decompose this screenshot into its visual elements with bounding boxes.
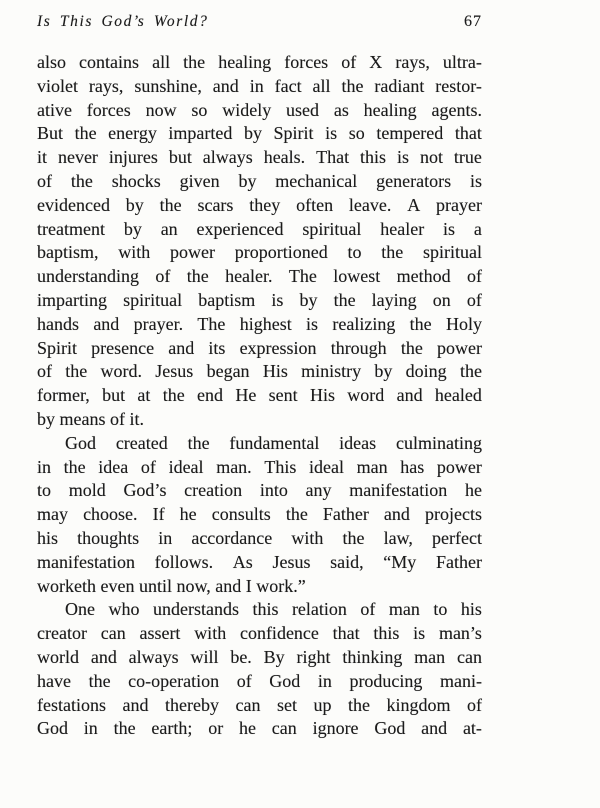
word: always: [202, 147, 253, 168]
word: its: [208, 337, 226, 358]
word: by: [299, 289, 318, 310]
word: true: [453, 147, 482, 168]
word: X: [369, 52, 383, 72]
word: he: [238, 718, 256, 739]
word: the: [400, 337, 423, 358]
word: As: [232, 551, 253, 572]
word: to: [347, 242, 362, 263]
word: and: [168, 337, 195, 358]
word: the: [74, 123, 97, 144]
word: hands: [37, 313, 79, 334]
text-line: [37, 75, 482, 99]
word: imparted: [168, 123, 233, 144]
word: thinking: [342, 646, 403, 667]
word: often: [296, 194, 334, 215]
text-line: [37, 479, 482, 503]
text-line: [37, 51, 482, 75]
word: he: [464, 480, 482, 501]
word: a: [473, 218, 482, 239]
word: The: [197, 313, 226, 334]
word: treatment: [37, 218, 105, 239]
word: spiritual: [423, 242, 482, 263]
text-line: [37, 646, 482, 670]
word: will: [190, 646, 219, 667]
word: of: [466, 289, 482, 310]
word: on: [432, 289, 451, 310]
word: can: [456, 646, 482, 667]
paragraph: [37, 432, 482, 599]
word: kingdom: [386, 694, 451, 715]
word: One: [65, 599, 95, 620]
word: thoughts: [77, 527, 140, 548]
word: to: [37, 480, 52, 501]
word: he: [179, 504, 197, 525]
word: spiritual: [123, 289, 183, 310]
word: the: [162, 385, 185, 406]
word: healing: [363, 99, 417, 120]
word: By: [263, 646, 285, 667]
word: not: [419, 147, 443, 168]
word: given: [179, 170, 220, 191]
word: all: [152, 52, 171, 72]
word: His: [309, 385, 335, 406]
word: may: [37, 504, 68, 525]
word: is: [271, 289, 284, 310]
text-line: [37, 360, 482, 384]
word: Jesus: [272, 551, 311, 572]
word: heals.: [263, 147, 306, 168]
word: sent: [268, 385, 298, 406]
word: projects: [424, 504, 482, 525]
word: and: [421, 718, 448, 739]
word: in: [317, 670, 332, 691]
word: producing: [349, 670, 423, 691]
word: that: [454, 123, 482, 144]
word: the: [88, 670, 111, 691]
word: and: [90, 646, 117, 667]
word: his: [460, 599, 482, 620]
word: with: [118, 242, 151, 263]
word: world: [37, 646, 79, 667]
word: man: [388, 599, 420, 620]
word: understands: [152, 599, 239, 620]
word: follows.: [154, 551, 214, 572]
word: word: [347, 385, 385, 406]
word: festations: [37, 694, 106, 715]
word: of: [360, 599, 376, 620]
word: law,: [383, 527, 413, 548]
word: This: [264, 456, 297, 477]
word: through: [330, 337, 387, 358]
word: this: [373, 623, 400, 644]
word: laying: [371, 289, 417, 310]
text-line: [37, 265, 482, 289]
word: all: [312, 75, 331, 96]
word: idea: [98, 456, 129, 477]
text-line: [37, 670, 482, 694]
word: with: [194, 623, 227, 644]
word: man: [356, 456, 388, 477]
word: energy: [108, 123, 157, 144]
word: widely: [222, 99, 272, 120]
word: the: [333, 289, 356, 310]
word: the: [113, 718, 136, 739]
word: the: [187, 432, 210, 453]
text-line: [37, 146, 482, 170]
word: Spirit: [37, 337, 78, 358]
word: of: [155, 266, 171, 287]
word: into: [259, 480, 288, 501]
word: created: [115, 432, 168, 453]
word: shocks: [111, 170, 161, 191]
word: said,: [330, 551, 364, 572]
word: is: [443, 218, 456, 239]
word: the: [341, 75, 364, 96]
word: and: [212, 75, 239, 96]
word: generators: [376, 170, 452, 191]
word: the: [285, 504, 308, 525]
word: manifestation: [37, 551, 135, 572]
word: the: [409, 313, 432, 334]
word: by: [123, 218, 142, 239]
word: have: [37, 670, 71, 691]
word: healed: [434, 385, 482, 406]
word: the: [381, 242, 404, 263]
word: His: [262, 361, 288, 382]
text-line: [37, 503, 482, 527]
word: this: [360, 147, 387, 168]
word: baptism,: [37, 242, 99, 263]
word: consults: [211, 504, 271, 525]
word: began: [206, 361, 250, 382]
word: and: [383, 504, 410, 525]
text-line: [37, 694, 482, 718]
word: injures: [108, 147, 158, 168]
word: confidence: [239, 623, 319, 644]
word: experienced: [196, 218, 284, 239]
word: manifestation: [349, 480, 448, 501]
word: the: [159, 194, 182, 215]
text-line: [37, 717, 482, 741]
word: ative: [37, 99, 72, 120]
word: accordance: [191, 527, 273, 548]
word: thereby: [165, 694, 219, 715]
word: but: [102, 385, 126, 406]
word: ideal: [168, 456, 204, 477]
word: understanding: [37, 266, 139, 287]
word: the: [342, 527, 365, 548]
word: man’s: [438, 623, 482, 644]
word: is: [397, 147, 410, 168]
word: assert: [139, 623, 181, 644]
word: power: [436, 456, 482, 477]
word: man.: [216, 456, 252, 477]
word: lowest: [333, 266, 381, 287]
word: violet: [37, 75, 78, 96]
text-line: [37, 194, 482, 218]
paragraph: [37, 51, 482, 432]
word: agents.: [431, 99, 482, 120]
word: can: [235, 694, 261, 715]
word: forces: [86, 99, 131, 120]
word: in: [158, 527, 173, 548]
word: his: [37, 527, 59, 548]
word: God: [37, 718, 68, 739]
word: by: [374, 361, 393, 382]
word: by: [243, 123, 262, 144]
word: by: [238, 170, 257, 191]
word: of: [466, 694, 482, 715]
word: co-operation: [128, 670, 220, 691]
page-number: 67: [464, 13, 482, 30]
word: Jesus: [155, 361, 194, 382]
running-header-title: Is This God’s World?: [37, 13, 209, 30]
word: ideas: [339, 432, 377, 453]
word: perfect: [431, 527, 482, 548]
word: method: [396, 266, 451, 287]
word: up: [313, 694, 332, 715]
word: now: [145, 99, 177, 120]
word: in: [249, 75, 264, 96]
word: God: [374, 718, 406, 739]
word: Spirit: [273, 123, 314, 144]
word: of: [37, 361, 52, 382]
word: prayer: [436, 194, 482, 215]
word: can: [271, 718, 297, 739]
word: of: [140, 456, 156, 477]
word: proportioned: [234, 242, 328, 263]
text-line: [37, 218, 482, 242]
word: can: [100, 623, 126, 644]
text-line: [37, 598, 482, 622]
word: power: [170, 242, 215, 263]
word: of: [236, 670, 252, 691]
word: is: [413, 623, 426, 644]
word: relation: [291, 599, 347, 620]
text-line: [37, 384, 482, 408]
word: If: [152, 504, 165, 525]
word: is: [325, 123, 338, 144]
word: with: [291, 527, 324, 548]
word: also: [37, 52, 66, 72]
text-line: [37, 456, 482, 480]
word: power: [436, 337, 482, 358]
word: it: [37, 147, 48, 168]
text-line: [37, 551, 482, 575]
word: set: [276, 694, 297, 715]
text-line: [37, 432, 482, 456]
word: by: [125, 194, 144, 215]
text-line: [37, 622, 482, 646]
word: ministry: [301, 361, 362, 382]
body-text: [37, 51, 482, 741]
word: the: [63, 456, 86, 477]
word: but: [168, 147, 192, 168]
word: leave.: [348, 194, 392, 215]
word: prayer.: [133, 313, 184, 334]
word: man: [414, 646, 446, 667]
word: creation: [184, 480, 243, 501]
word: the: [186, 266, 209, 287]
text-line: [37, 313, 482, 337]
word: in: [83, 718, 98, 739]
word: doing: [405, 361, 447, 382]
word: ideal: [308, 456, 344, 477]
word: choose.: [83, 504, 138, 525]
word: fact: [274, 75, 302, 96]
word: ultra-: [442, 52, 482, 72]
word: to: [433, 599, 448, 620]
word: radiant: [374, 75, 425, 96]
word: the: [70, 170, 93, 191]
word: of: [37, 170, 52, 191]
word: any: [305, 480, 332, 501]
word: earth;: [151, 718, 193, 739]
text-line: by means of it.: [37, 408, 144, 429]
word: rays,: [395, 52, 430, 72]
word: baptism: [198, 289, 256, 310]
word: fundamental: [229, 432, 320, 453]
word: so: [348, 123, 365, 144]
text-line: [37, 337, 482, 361]
word: Father: [322, 504, 369, 525]
word: forces: [284, 52, 329, 72]
word: the: [183, 52, 206, 72]
word: presence: [91, 337, 155, 358]
word: right: [296, 646, 331, 667]
word: healing: [218, 52, 272, 72]
word: A: [407, 194, 421, 215]
word: the: [459, 361, 482, 382]
word: God’s: [123, 480, 167, 501]
word: never: [57, 147, 98, 168]
text-line: [37, 99, 482, 123]
word: mani-: [440, 670, 482, 691]
word: has: [400, 456, 425, 477]
word: contains: [79, 52, 140, 72]
word: in: [37, 456, 52, 477]
word: rays,: [88, 75, 124, 96]
word: healer.: [225, 266, 273, 287]
word: tempered: [376, 123, 444, 144]
running-header: [37, 13, 482, 31]
word: and: [122, 694, 149, 715]
text-line: [37, 241, 482, 265]
word: or: [208, 718, 224, 739]
word: He: [235, 385, 257, 406]
word: expression: [239, 337, 317, 358]
text-line: [37, 527, 482, 551]
paragraph: [37, 598, 482, 741]
word: at-: [462, 718, 482, 739]
word: imparting: [37, 289, 107, 310]
word: highest: [239, 313, 292, 334]
word: realizing: [332, 313, 396, 334]
word: as: [333, 99, 349, 120]
word: culminating: [395, 432, 482, 453]
word: be.: [230, 646, 252, 667]
word: The: [288, 266, 317, 287]
word: spiritual: [302, 218, 362, 239]
word: That: [316, 147, 350, 168]
word: evidenced: [37, 194, 110, 215]
word: and: [396, 385, 423, 406]
text-line: [37, 170, 482, 194]
word: at: [137, 385, 151, 406]
word: that: [332, 623, 360, 644]
word: is: [469, 170, 482, 191]
word: is: [306, 313, 319, 334]
word: always: [128, 646, 179, 667]
word: so: [191, 99, 208, 120]
word: an: [160, 218, 178, 239]
word: former,: [37, 385, 90, 406]
word: sunshine,: [134, 75, 202, 96]
word: mold: [68, 480, 106, 501]
word: word.: [100, 361, 143, 382]
word: this: [252, 599, 279, 620]
word: But: [37, 123, 64, 144]
word: the: [347, 694, 370, 715]
word: who: [108, 599, 140, 620]
word: ignore: [312, 718, 359, 739]
text-line: [37, 289, 482, 313]
word: of: [466, 266, 482, 287]
word: used: [286, 99, 320, 120]
word: Father: [435, 551, 482, 572]
word: creator: [37, 623, 87, 644]
word: God: [269, 670, 301, 691]
word: end: [197, 385, 224, 406]
word: they: [249, 194, 281, 215]
text-line: worketh even until now, and I work.”: [37, 575, 306, 596]
word: and: [93, 313, 120, 334]
word: healer: [380, 218, 425, 239]
word: restor-: [435, 75, 482, 96]
word: scars: [197, 194, 234, 215]
word: of: [341, 52, 357, 72]
text-line: [37, 122, 482, 146]
word: God: [65, 432, 96, 453]
word: mechanical: [275, 170, 358, 191]
word: the: [65, 361, 88, 382]
word: Holy: [445, 313, 482, 334]
word: “My: [383, 551, 417, 572]
